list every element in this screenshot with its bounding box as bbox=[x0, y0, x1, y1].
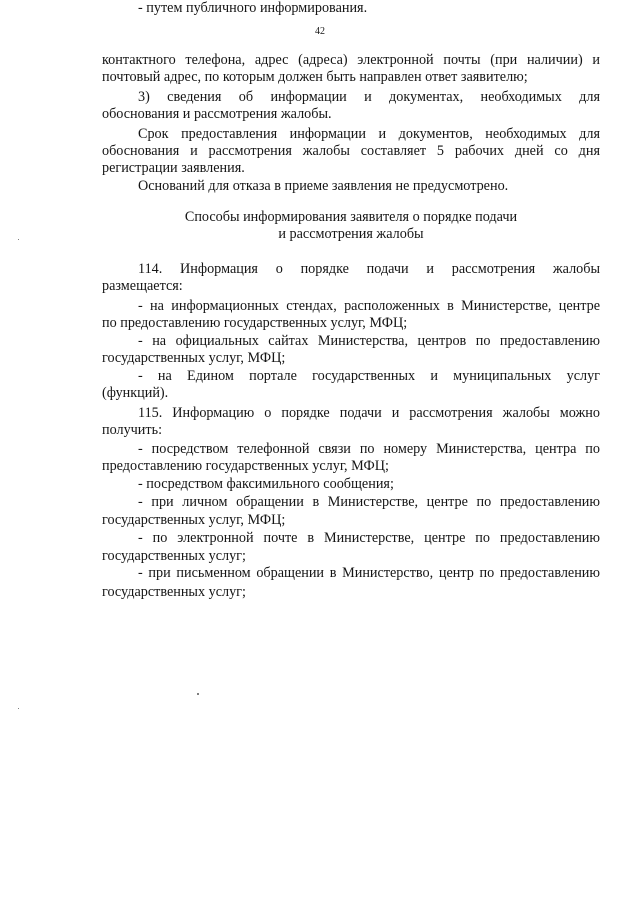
paragraph-line: государственных услуг, МФЦ; bbox=[102, 512, 286, 528]
paragraph-line: - на информационных стендах, расположенных в Министерстве, центре bbox=[138, 298, 600, 314]
paragraph-line: - путем публичного информирования. bbox=[138, 0, 368, 16]
paragraph-line: 115. Информацию о порядке подачи и рассмотрения жалобы можно bbox=[138, 405, 600, 421]
paragraph-line: регистрации заявления. bbox=[102, 160, 245, 176]
scan-speck bbox=[18, 708, 19, 709]
paragraph-line: государственных услуг; bbox=[102, 584, 246, 600]
paragraph-line: государственных услуг; bbox=[102, 548, 246, 564]
section-heading-line: и рассмотрения жалобы bbox=[278, 226, 424, 242]
paragraph-line: обоснования и рассмотрения жалобы составляет 5 рабочих дней со дня bbox=[102, 143, 600, 159]
paragraph-line: государственных услуг, МФЦ; bbox=[102, 350, 286, 366]
paragraph-line: - на Едином портале государственных и муниципальных услуг bbox=[138, 368, 600, 384]
paragraph-line: размещается: bbox=[102, 278, 183, 294]
section-heading-line: Способы информирования заявителя о порядке подачи bbox=[184, 209, 518, 225]
paragraph-line: - по электронной почте в Министерстве, центре по предоставлению bbox=[138, 530, 600, 546]
paragraph-line: - посредством телефонной связи по номеру Министерства, центра по bbox=[138, 441, 600, 457]
paragraph-line: получить: bbox=[102, 422, 163, 438]
scan-speck bbox=[197, 693, 199, 695]
paragraph-line: - на официальных сайтах Министерства, центров по предоставлению bbox=[138, 333, 600, 349]
paragraph-line: Оснований для отказа в приеме заявления не предусмотрено. bbox=[138, 178, 509, 194]
paragraph-line: контактного телефона, адрес (адреса) электронной почты (при наличии) и bbox=[102, 52, 600, 68]
paragraph-line: 114. Информация о порядке подачи и рассмотрения жалобы bbox=[138, 261, 600, 277]
paragraph-line: 3) сведения об информации и документах, необходимых для bbox=[138, 89, 600, 105]
paragraph-line: - при личном обращении в Министерстве, центре по предоставлению bbox=[138, 494, 600, 510]
paragraph-line: (функций). bbox=[102, 385, 169, 401]
paragraph-line: почтовый адрес, по которым должен быть направлен ответ заявителю; bbox=[102, 69, 528, 85]
paragraph-line: - посредством факсимильного сообщения; bbox=[138, 476, 394, 492]
paragraph-line: предоставлению государственных услуг, МФЦ; bbox=[102, 458, 389, 474]
scan-speck bbox=[18, 239, 19, 240]
page-number: 42 bbox=[315, 26, 325, 37]
paragraph-line: - при письменном обращении в Министерство, центр по предоставлению bbox=[138, 565, 600, 581]
paragraph-line: обоснования и рассмотрения жалобы. bbox=[102, 106, 332, 122]
paragraph-line: по предоставлению государственных услуг, МФЦ; bbox=[102, 315, 408, 331]
paragraph-line: Срок предоставления информации и документов, необходимых для bbox=[138, 126, 600, 142]
